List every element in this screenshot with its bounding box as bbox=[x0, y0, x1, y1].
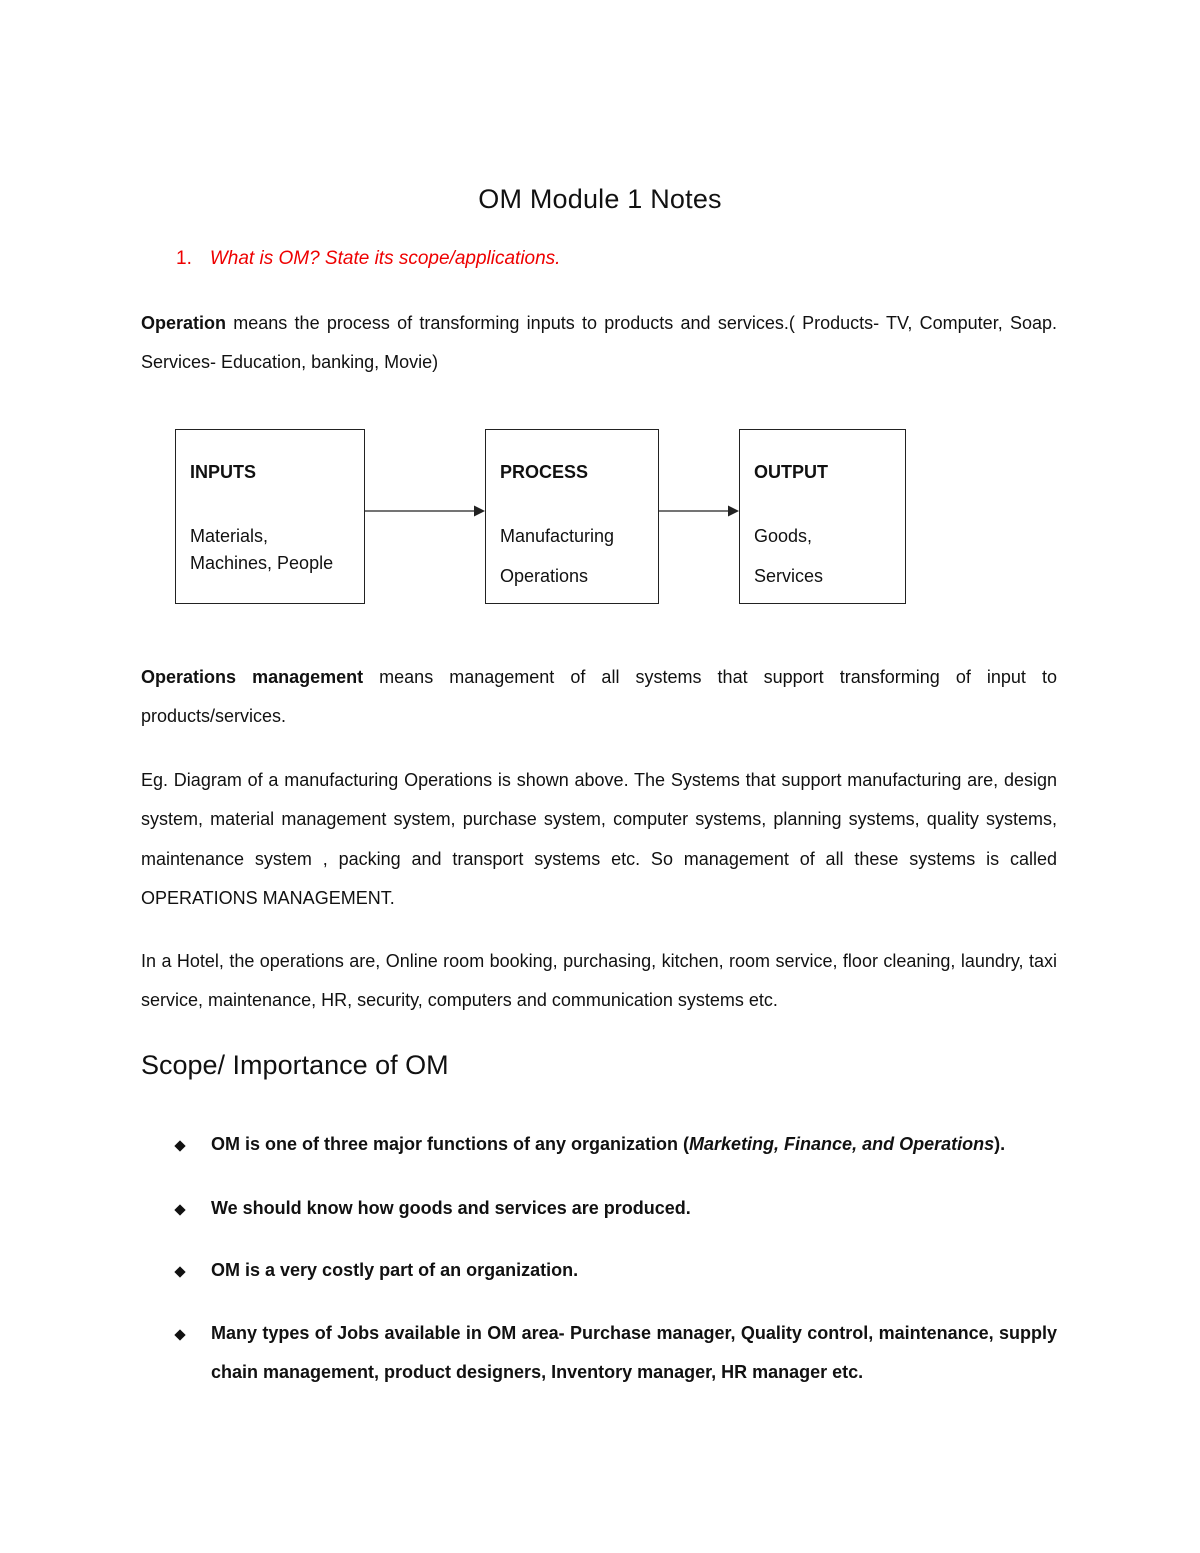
bullet-text: Many types of Jobs available in OM area- Purchase manager, Quality control, maintenance, supply chain management, product designers, Inventory manager, HR manager etc. bbox=[211, 1323, 1057, 1383]
output-heading: OUTPUT bbox=[754, 462, 828, 482]
output-line-2: Services bbox=[754, 566, 824, 586]
diagram-box-process bbox=[485, 429, 659, 604]
process-heading: PROCESS bbox=[500, 462, 589, 482]
bullet-text-italic: Marketing, Finance, and Operations bbox=[689, 1134, 995, 1154]
bullet-text: OM is a very costly part of an organization. bbox=[211, 1260, 579, 1280]
hotel-paragraph: In a Hotel, the operations are, Online room booking, purchasing, kitchen, room service, floor cleaning, laundry, taxi service, maintenance, HR, security, computers and communication systems etc. bbox=[141, 951, 1057, 1011]
diagram-box-output bbox=[739, 429, 906, 604]
diamond-bullet-icon bbox=[174, 1329, 185, 1340]
bullet-text: We should know how goods and services are produced. bbox=[211, 1198, 691, 1218]
diamond-bullet-icon bbox=[174, 1266, 185, 1277]
operation-term: Operation bbox=[141, 313, 227, 333]
operation-text: means the process of transforming inputs to products and services.( Products- TV, Computer, Soap. Services- Education, banking, Movie) bbox=[141, 313, 1057, 373]
arrow-process-to-output bbox=[659, 506, 739, 517]
question-text: What is OM? State its scope/applications. bbox=[209, 248, 561, 269]
bullet-text bbox=[211, 1125, 1057, 1164]
scope-heading: Scope/ Importance of OM bbox=[141, 1050, 449, 1080]
bullet-item bbox=[141, 1189, 1057, 1228]
diamond-bullet-icon bbox=[174, 1140, 185, 1151]
operation-definition bbox=[141, 304, 1057, 383]
bullet-item bbox=[141, 1314, 1057, 1393]
bullet-item bbox=[141, 1125, 1057, 1164]
inputs-line-1: Materials, bbox=[190, 526, 269, 546]
om-text: means management of all systems that support transforming of input to products/services. bbox=[141, 667, 1057, 727]
process-line-2: Operations bbox=[500, 566, 589, 586]
output-line-1: Goods, bbox=[754, 526, 813, 546]
om-definition bbox=[141, 658, 1057, 737]
bullet-item bbox=[141, 1251, 1057, 1290]
example-paragraph: Eg. Diagram of a manufacturing Operations is shown above. The Systems that support manufacturing are, design system, material management system, purchase system, computer systems, planning systems, quality systems, maintenance system , packing and transport systems etc. So management of all these systems is called OPERATIONS MANAGEMENT. bbox=[141, 770, 1057, 908]
process-line-1: Manufacturing bbox=[500, 526, 615, 546]
inputs-line-2: Machines, People bbox=[190, 553, 334, 573]
arrow-inputs-to-process bbox=[365, 506, 485, 517]
question-number: 1. bbox=[176, 248, 192, 269]
diamond-bullet-icon bbox=[174, 1204, 185, 1215]
question-heading bbox=[176, 248, 560, 270]
inputs-heading: INPUTS bbox=[190, 462, 257, 482]
bullet-text-part: ). bbox=[994, 1134, 1006, 1154]
page-title: OM Module 1 Notes bbox=[478, 184, 722, 215]
diagram-box-inputs bbox=[175, 429, 365, 604]
bullet-text-part: OM is one of three major functions of any organization ( bbox=[211, 1134, 690, 1154]
om-term: Operations management bbox=[141, 667, 364, 687]
